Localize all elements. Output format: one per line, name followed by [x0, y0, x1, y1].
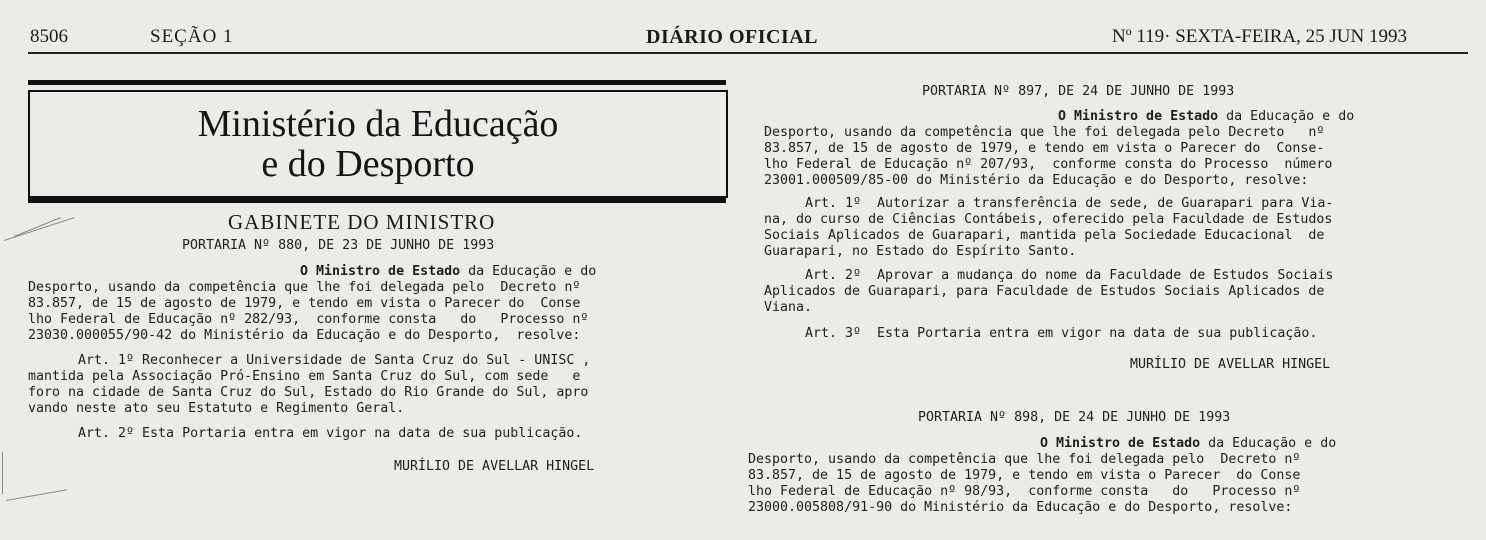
intro-bold: O Ministro de Estado: [1058, 109, 1219, 124]
portaria-897-signature: MURÍLIO DE AVELLAR HINGEL: [1130, 357, 1331, 372]
portaria-897-body-line: lho Federal de Educação nº 207/93, conforme consta do Processo número: [764, 157, 1333, 172]
section-label: SEÇÃO 1: [150, 26, 234, 47]
portaria-880-art1-line: vando neste ato seu Estatuto e Regimento Geral.: [28, 401, 405, 416]
ministry-name-line2: e do Desporto: [261, 143, 475, 185]
intro-rest: da Educação e do: [1218, 109, 1355, 124]
office-heading: GABINETE DO MINISTRO: [228, 210, 496, 234]
portaria-897-body-line: 23001.000509/85-00 do Ministério da Educação e do Desporto, resolve:: [764, 173, 1309, 188]
portaria-880-art2: Art. 2º Esta Portaria entra em vigor na data de sua publicação.: [78, 426, 583, 441]
publication-title: DIÁRIO OFICIAL: [646, 26, 819, 48]
portaria-897-art1-line: Guarapari, no Estado do Espírito Santo.: [764, 244, 1077, 259]
intro-rest: da Educação e do: [1200, 436, 1337, 451]
portaria-897-body-line: 83.857, de 15 de agosto de 1979, e tendo em vista o Parecer do Conse-: [764, 141, 1325, 156]
ministry-box: [28, 90, 728, 198]
portaria-897-art1-line: Sociais Aplicados de Guarapari, mantida pela Sociedade Educacional de: [764, 228, 1325, 243]
portaria-897-body-line: Desporto, usando da competência que lhe foi delegada pelo Decreto nº: [764, 125, 1325, 140]
top-thick-rule: [28, 80, 726, 85]
intro-bold: O Ministro de Estado: [300, 264, 461, 279]
portaria-897-art1-line: Art. 1º Autorizar a transferência de sede, de Guarapari para Via-: [805, 196, 1334, 211]
ministry-name-line1: Ministério da Educação: [197, 103, 559, 145]
portaria-880-signature: MURÍLIO DE AVELLAR HINGEL: [394, 459, 595, 474]
portaria-880-art1-line: mantida pela Associação Pró-Ensino em Santa Cruz do Sul, com sede e: [28, 369, 581, 384]
pen-mark: [2, 452, 3, 494]
portaria-897-art3: Art. 3º Esta Portaria entra em vigor na data de sua publicação.: [805, 326, 1318, 341]
portaria-898-body-line: Desporto, usando da competência que lhe foi delegada pelo Decreto nº: [748, 452, 1301, 467]
pen-mark: [6, 489, 67, 501]
portaria-880-body-line: Desporto, usando da competência que lhe foi delegada pelo Decreto nº: [28, 280, 581, 295]
portaria-897-title: PORTARIA Nº 897, DE 24 DE JUNHO DE 1993: [922, 84, 1235, 99]
portaria-880-art1-line: foro na cidade de Santa Cruz do Sul, Estado do Rio Grande do Sul, apro: [28, 385, 589, 400]
intro-bold: O Ministro de Estado: [1040, 436, 1201, 451]
portaria-898-intro: [1040, 436, 1336, 452]
page-number: 8506: [30, 26, 68, 47]
portaria-880-body-line: lho Federal de Educação nº 282/93, conforme consta do Processo nº: [28, 312, 589, 327]
portaria-880-title: PORTARIA Nº 880, DE 23 DE JUNHO DE 1993: [182, 238, 495, 253]
portaria-897-art1-line: na, do curso de Ciências Contábeis, oferecido pela Faculdade de Estudos: [764, 212, 1333, 227]
bottom-thick-rule: [28, 198, 726, 203]
issue-date: Nº 119· SEXTA-FEIRA, 25 JUN 1993: [1112, 26, 1407, 47]
portaria-897-art2-line: Aplicados de Guarapari, para Faculdade de Estudos Sociais Aplicados de: [764, 284, 1325, 299]
portaria-880-art1-line: Art. 1º Reconhecer a Universidade de Santa Cruz do Sul - UNISC ,: [78, 353, 591, 368]
portaria-880-body-line: 83.857, de 15 de agosto de 1979, e tendo em vista o Parecer do Conse: [28, 296, 581, 311]
intro-rest: da Educação e do: [460, 264, 597, 279]
portaria-880-intro: [300, 264, 596, 280]
portaria-897-art2-line: Art. 2º Aprovar a mudança do nome da Faculdade de Estudos Sociais: [805, 268, 1334, 283]
pen-mark: [4, 217, 75, 241]
portaria-898-body-line: 23000.005808/91-90 do Ministério da Educação e do Desporto, resolve:: [748, 500, 1293, 515]
header-rule: [28, 52, 1468, 54]
portaria-897-intro: [1058, 109, 1354, 125]
portaria-898-title: PORTARIA Nº 898, DE 24 DE JUNHO DE 1993: [918, 410, 1231, 425]
portaria-898-body-line: 83.857, de 15 de agosto de 1979, e tendo em vista o Parecer do Conse: [748, 468, 1301, 483]
portaria-898-body-line: lho Federal de Educação nº 98/93, conforme consta do Processo nº: [748, 484, 1301, 499]
portaria-897-art2-line: Viana.: [764, 300, 813, 315]
pen-mark: [14, 217, 61, 237]
portaria-880-body-line: 23030.000055/90-42 do Ministério da Educação e do Desporto, resolve:: [28, 328, 581, 343]
